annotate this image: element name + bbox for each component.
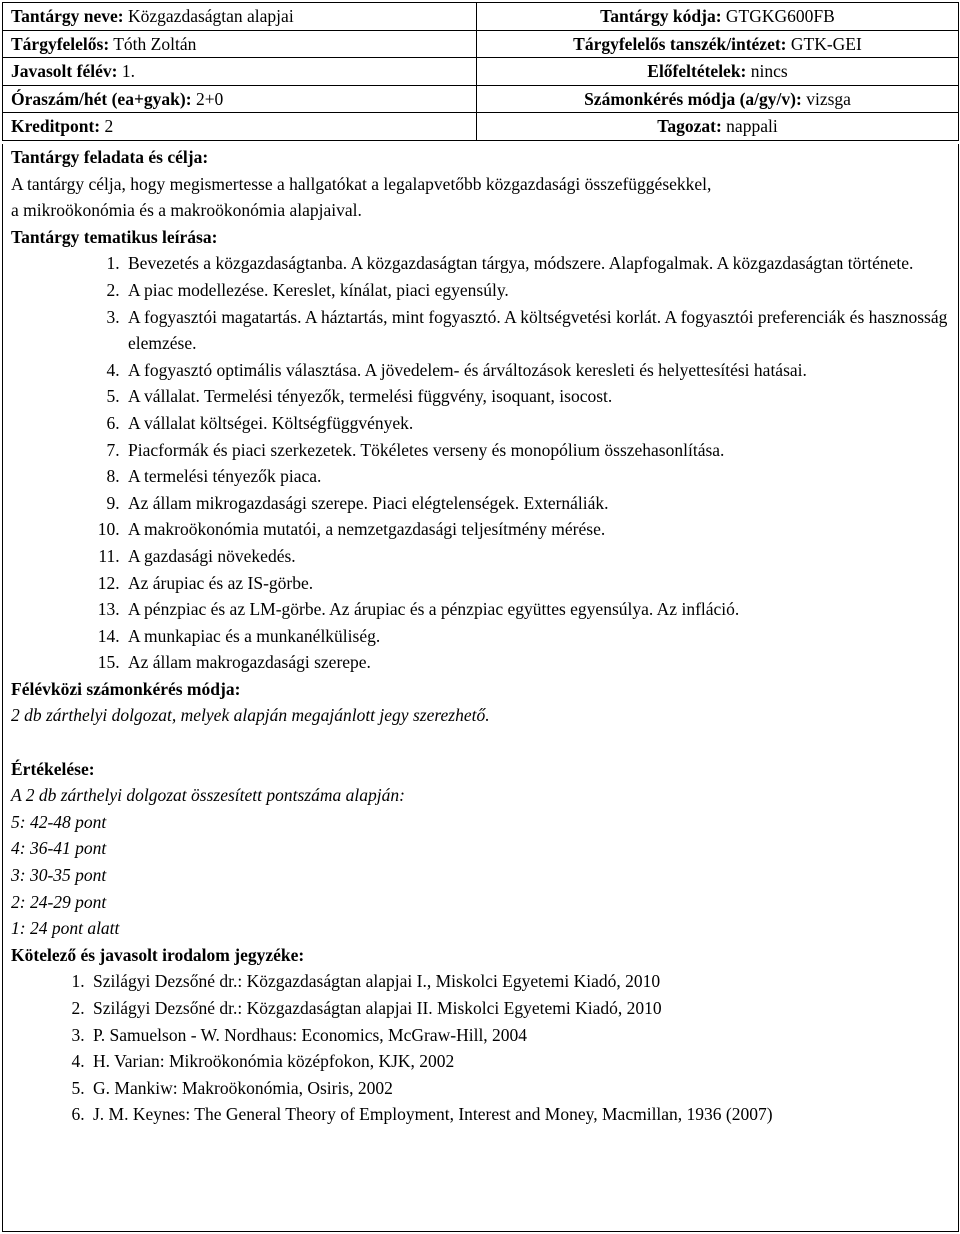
header-value: 2+0 — [195, 88, 224, 109]
header-label: Javasolt félév: — [11, 61, 118, 82]
header-right-cell — [477, 3, 959, 31]
aim-heading: Tantárgy feladata és célja: — [11, 147, 209, 167]
header-right-cell — [477, 85, 959, 113]
course-header-table — [2, 2, 959, 141]
topic-item: 6. A vállalat költségei. Költségfüggvények. — [124, 410, 950, 437]
header-value: Tóth Zoltán — [113, 33, 197, 54]
grade-line: 5: 42-48 pont — [11, 811, 107, 832]
header-value: nincs — [750, 61, 788, 82]
topic-item: 9. Az állam mikrogazdasági szerepe. Piaci elégtelenségek. Externáliák. — [124, 490, 950, 517]
literature-item: 3. P. Samuelson - W. Nordhaus: Economics, McGraw-Hill, 2004 — [89, 1022, 950, 1049]
literature-item: 2. Szilágyi Dezsőné dr.: Közgazdaságtan alapjai II. Miskolci Egyetemi Kiadó, 2010 — [89, 995, 950, 1022]
topic-item: 14. A munkapiac és a munkanélküliség. — [124, 623, 950, 650]
header-left-cell — [3, 85, 477, 113]
literature-item: 1. Szilágyi Dezsőné dr.: Közgazdaságtan alapjai I., Miskolci Egyetemi Kiadó, 2010 — [89, 968, 950, 995]
header-right-cell — [477, 113, 959, 141]
header-left-cell — [3, 113, 477, 141]
aim-text-line: A tantárgy célja, hogy megismertesse a hallgatókat a legalapvetőbb közgazdasági összefüggésekkel, — [11, 173, 712, 194]
header-label: Tantárgy kódja: — [600, 6, 722, 26]
topic-item: 11. A gazdasági növekedés. — [124, 543, 950, 570]
header-value: 1. — [121, 61, 135, 82]
header-value: vizsga — [806, 88, 851, 109]
grade-line: 2: 24-29 pont — [11, 891, 107, 912]
header-value: 2 — [104, 116, 114, 137]
literature-item: 6. J. M. Keynes: The General Theory of Employment, Interest and Money, Macmillan, 1936 (2007) — [89, 1101, 950, 1128]
midterm-text: 2 db zárthelyi dolgozat, melyek alapján megajánlott jegy szerezhető. — [11, 705, 490, 726]
topics-heading: Tantárgy tematikus leírása: — [11, 226, 218, 247]
grading-intro: A 2 db zárthelyi dolgozat összesített pontszáma alapján: — [11, 785, 405, 806]
header-label: Kreditpont: — [11, 116, 101, 137]
grade-line: 4: 36-41 pont — [11, 838, 107, 859]
header-right-cell — [477, 58, 959, 86]
header-value: nappali — [726, 116, 778, 137]
topic-item: 12. Az árupiac és az IS-görbe. — [124, 570, 950, 597]
header-label: Óraszám/hét (ea+gyak): — [11, 88, 192, 109]
aim-text-line: a mikroökonómia és a makroökonómia alapjaival. — [11, 200, 362, 221]
header-left-cell — [3, 3, 477, 31]
midterm-heading: Félévközi számonkérés módja: — [11, 678, 241, 699]
literature-item: 5. G. Mankiw: Makroökonómia, Osiris, 2002 — [89, 1075, 950, 1102]
topics-list — [11, 250, 950, 676]
header-row — [3, 58, 959, 86]
header-label: Tárgyfelelős: — [11, 33, 110, 54]
topic-item: 15. Az állam makrogazdasági szerepe. — [124, 649, 950, 676]
grading-heading: Értékelése: — [11, 758, 95, 779]
literature-list — [11, 968, 950, 1128]
topic-item: 4. A fogyasztó optimális választása. A jövedelem- és árváltozások keresleti és helyettesítési hatásai. — [124, 357, 950, 384]
topic-item: 8. A termelési tényezők piaca. — [124, 463, 950, 490]
topic-item: 3. A fogyasztói magatartás. A háztartás, mint fogyasztó. A költségvetési korlát. A fogyasztói preferenciák és hasznosság elemzése. — [124, 304, 950, 357]
header-label: Számonkérés módja (a/gy/v): — [584, 88, 802, 109]
header-value: Közgazdaságtan alapjai — [128, 6, 294, 26]
grade-line: 1: 24 pont alatt — [11, 918, 120, 939]
grade-line: 3: 30-35 pont — [11, 865, 107, 886]
header-label: Tantárgy neve: — [11, 6, 124, 26]
header-left-cell — [3, 58, 477, 86]
grades-list — [11, 809, 950, 942]
topic-item: 1. Bevezetés a közgazdaságtanba. A közgazdaságtan tárgya, módszere. Alapfogalmak. A közgazdaságtan története. — [124, 250, 950, 277]
literature-item: 4. H. Varian: Mikroökonómia középfokon, KJK, 2002 — [89, 1048, 950, 1075]
literature-heading: Kötelező és javasolt irodalom jegyzéke: — [11, 944, 305, 965]
header-label: Tárgyfelelős tanszék/intézet: — [573, 33, 787, 54]
header-row — [3, 85, 959, 113]
header-label: Tagozat: — [657, 116, 722, 137]
topic-item: 2. A piac modellezése. Kereslet, kínálat, piaci egyensúly. — [124, 277, 950, 304]
topic-item: 10. A makroökonómia mutatói, a nemzetgazdasági teljesítmény mérése. — [124, 516, 950, 543]
topic-item: 13. A pénzpiac és az LM-görbe. Az árupiac és a pénzpiac együttes egyensúlya. Az infláció. — [124, 596, 950, 623]
topic-item: 7. Piacformák és piaci szerkezetek. Tökéletes verseny és monopólium összehasonlítása. — [124, 437, 950, 464]
header-right-cell — [477, 30, 959, 58]
header-value: GTGKG600FB — [725, 6, 835, 26]
syllabus-body — [2, 144, 959, 1232]
header-row — [3, 3, 959, 31]
header-left-cell — [3, 30, 477, 58]
header-label: Előfeltételek: — [647, 61, 747, 82]
header-row — [3, 30, 959, 58]
header-row — [3, 113, 959, 141]
header-value: GTK-GEI — [790, 33, 862, 54]
topic-item: 5. A vállalat. Termelési tényezők, termelési függvény, isoquant, isocost. — [124, 383, 950, 410]
